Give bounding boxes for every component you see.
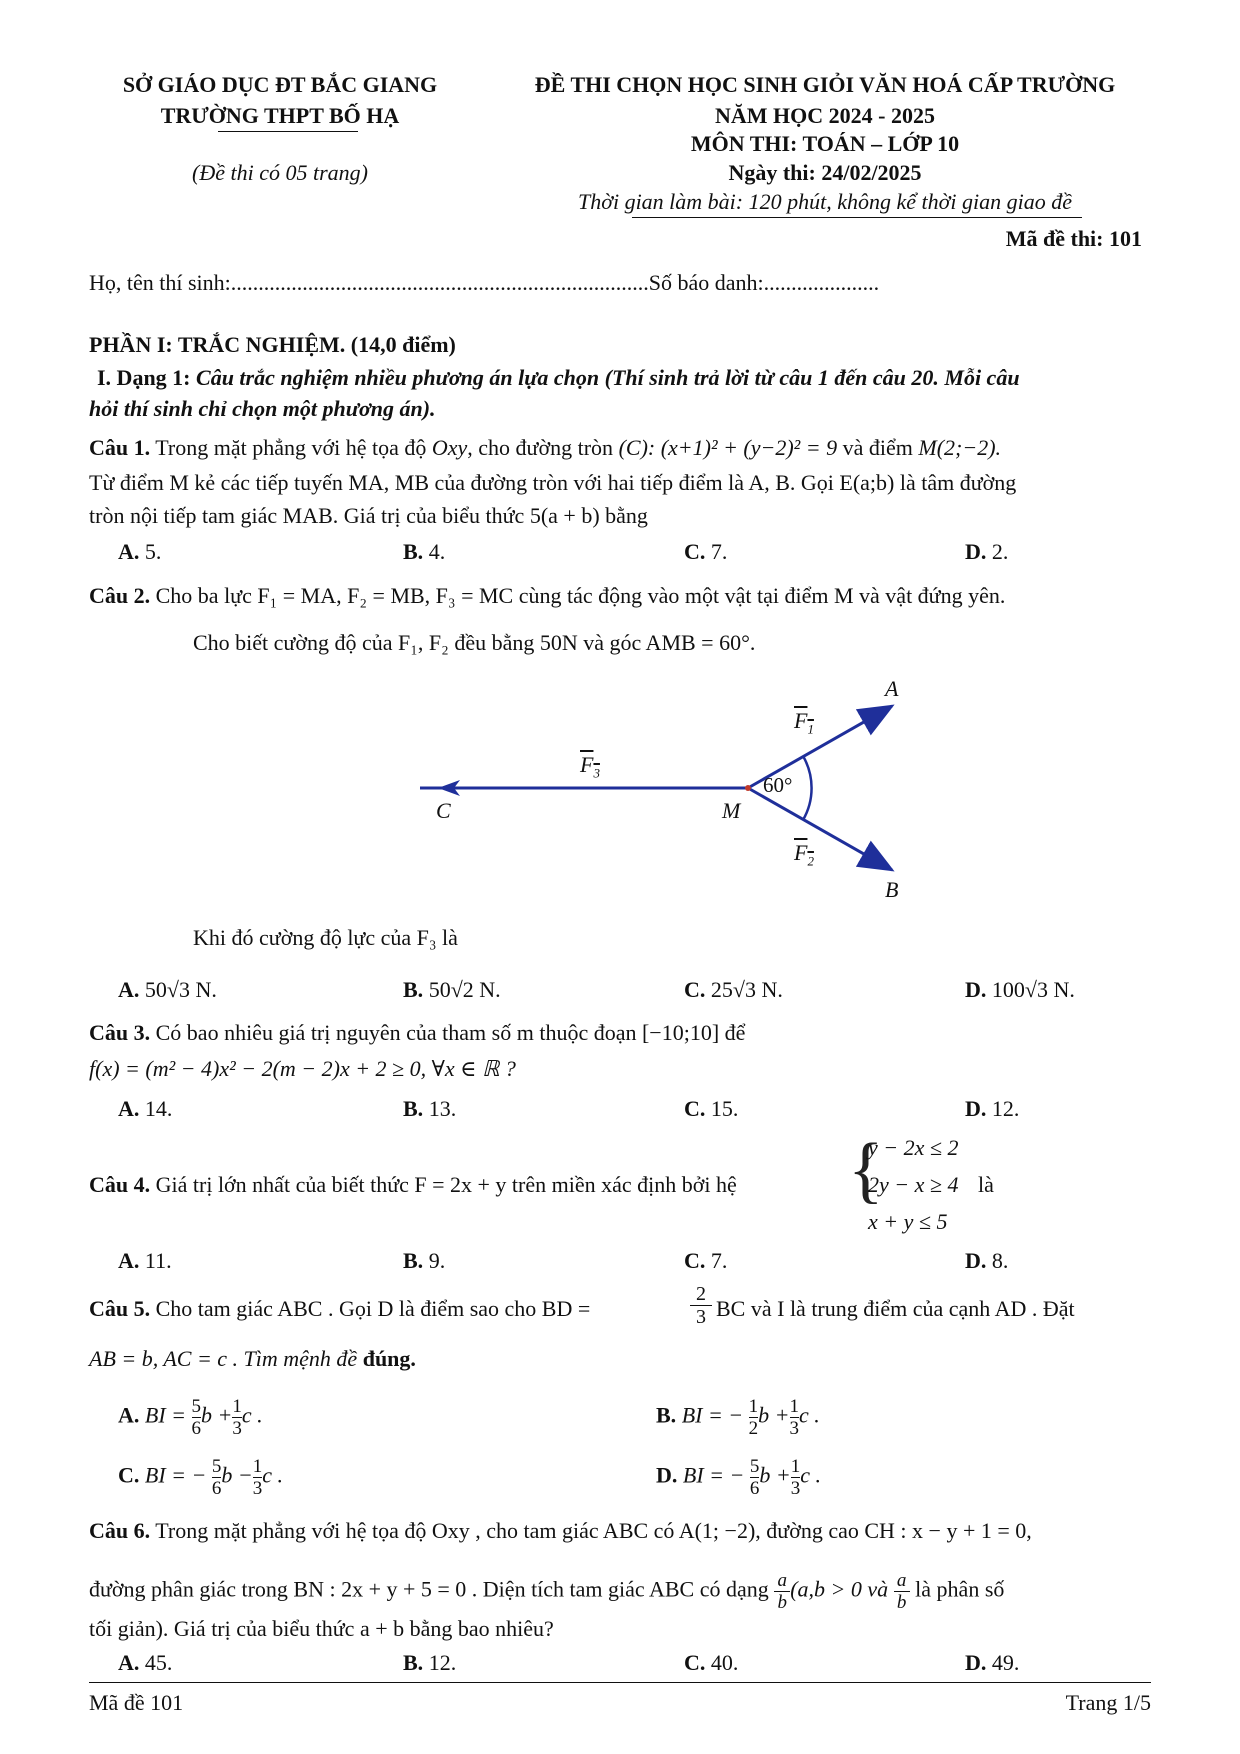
q6-option-a[interactable]: A. 45.: [118, 1650, 173, 1675]
q3-line1: Câu 3. Có bao nhiêu giá trị nguyên của tham số m thuộc đoạn [−10;10] để: [89, 1020, 746, 1045]
q3-option-a[interactable]: A. 14.: [118, 1096, 173, 1121]
mc-arrowhead: [438, 780, 468, 800]
q1-label: Câu 1.: [89, 435, 151, 460]
q5-label: Câu 5.: [89, 1296, 151, 1321]
q3-option-d[interactable]: D. 12.: [965, 1096, 1020, 1121]
school-underline: [218, 131, 358, 132]
q6-line2: đường phân giác trong BN : 2x + y + 5 = 0 . Diện tích tam giác ABC có dạng $\frac{a}{b}$ (a,b > 0 và $\frac{a}{b}$ là phân số: [89, 1570, 1005, 1613]
time-limit: Thời gian làm bài: 120 phút, không kể thời gian giao đề: [577, 189, 1072, 214]
q1-line3: tròn nội tiếp tam giác MAB. Giá trị của biểu thức 5(a + b) bằng: [89, 503, 648, 528]
q6-option-c[interactable]: C. 40.: [684, 1650, 739, 1675]
q2-option-a[interactable]: A. 50√3 N.: [118, 977, 217, 1002]
q1-option-c[interactable]: C. 7.: [684, 539, 728, 564]
school-year: NĂM HỌC 2024 - 2025: [715, 103, 935, 128]
q4-option-d[interactable]: D. 8.: [965, 1248, 1009, 1273]
q5-option-d[interactable]: D. BI = − $\frac{5}{6}$ b + $\frac{1}{3}$ c .: [656, 1456, 821, 1499]
q5-option-a[interactable]: A. BI = $\frac{5}{6}$ b + $\frac{1}{3}$ c .: [118, 1396, 263, 1439]
q2-force-diagram: [420, 670, 940, 920]
dang1-label: I. Dạng 1:: [97, 365, 191, 390]
q2-option-d[interactable]: D. 100√3 N.: [965, 977, 1075, 1002]
q6-option-b[interactable]: B. 12.: [403, 1650, 457, 1675]
q1-circle-eq: (C): (x+1)² + (y−2)² = 9: [618, 435, 838, 460]
label-f1: $F_1$: [794, 708, 814, 737]
q5-frac: 2 3: [690, 1283, 712, 1328]
q1-line1: Câu 1. Trong mặt phẳng với hệ tọa độ Oxy, cho đường tròn (C): (x+1)² + (y−2)² = 9 và điểm M(2;−2).: [89, 435, 1002, 460]
school-name: TRƯỜNG THPT BỐ HẠ: [160, 103, 400, 128]
q6-line3: tối giản). Giá trị của biểu thức a + b bằng bao nhiêu?: [89, 1616, 554, 1641]
q4-brace: {: [848, 1129, 884, 1211]
exam-title: ĐỀ THI CHỌN HỌC SINH GIỎI VĂN HOÁ CẤP TRƯỜNG: [534, 72, 1116, 97]
q2-option-c[interactable]: C. 25√3 N.: [684, 977, 783, 1002]
q4-option-c[interactable]: C. 7.: [684, 1248, 728, 1273]
q2-label: Câu 2.: [89, 583, 151, 608]
q2-line1: Câu 2. Cho ba lực F₁ = MA, F₂ = MB, F₃ = MC cùng tác động vào một vật tại điểm M và vật đứng yên.: [89, 583, 1006, 608]
dang1-text: Câu trắc nghiệm nhiều phương án lựa chọn (Thí sinh trả lời từ câu 1 đến câu 20. Mỗi câu: [190, 365, 1020, 390]
q1-option-a[interactable]: A. 5.: [118, 539, 162, 564]
point-m: [745, 785, 751, 791]
angle-arc: [803, 756, 812, 820]
q6-frac-ab: $\frac{a}{b}$: [774, 1570, 790, 1613]
q6-line1: Câu 6. Trong mặt phẳng với hệ tọa độ Oxy , cho tam giác ABC có A(1; −2), đường cao CH : x − y + 1 = 0,: [89, 1518, 1032, 1543]
q3-option-c[interactable]: C. 15.: [684, 1096, 739, 1121]
q4-sys-1: y − 2x ≤ 2: [868, 1135, 959, 1160]
q6-option-d[interactable]: D. 49.: [965, 1650, 1020, 1675]
q2-option-b[interactable]: B. 50√2 N.: [403, 977, 501, 1002]
page-count-note: (Đề thi có 05 trang): [192, 160, 368, 185]
q5-line1b: BC và I là trung điểm của cạnh AD . Đặt: [716, 1296, 1075, 1321]
q5-option-b[interactable]: B. BI = − $\frac{1}{2}$ b + $\frac{1}{3}$ c .: [656, 1396, 820, 1439]
label-c: C: [436, 798, 451, 823]
dang1-text-2: hỏi thí sinh chỉ chọn một phương án).: [89, 396, 436, 421]
footer-rule: [89, 1682, 1151, 1683]
q4-line1: Câu 4. Giá trị lớn nhất của biết thức F = 2x + y trên miền xác định bởi hệ: [89, 1172, 737, 1197]
dang1-intro: [97, 365, 1020, 391]
school-department: SỞ GIÁO DỤC ĐT BẮC GIANG: [122, 72, 438, 97]
label-b: B: [885, 877, 899, 902]
q3-label: Câu 3.: [89, 1020, 151, 1045]
subject: MÔN THI: TOÁN – LỚP 10: [690, 131, 960, 156]
q4-label: Câu 4.: [89, 1172, 151, 1197]
q3-option-b[interactable]: B. 13.: [403, 1096, 457, 1121]
q2-line2: Cho biết cường độ của F₁, F₂ đều bằng 50N và góc AMB = 60°.: [193, 630, 756, 655]
q5-line1: Câu 5. Cho tam giác ABC . Gọi D là điểm sao cho BD =: [89, 1296, 591, 1321]
q6-label: Câu 6.: [89, 1518, 151, 1543]
q4-tail: là: [978, 1172, 994, 1197]
label-a: A: [885, 676, 899, 701]
q1-line2: Từ điểm M kẻ các tiếp tuyến MA, MB của đường tròn với hai tiếp điểm là A, B. Gọi E(a;b) là tâm đường: [89, 470, 1017, 495]
q5-line2: AB = b, AC = c . Tìm mệnh đề đúng.: [89, 1346, 416, 1371]
candidate-info: Họ, tên thí sinh:............................................................................Số báo danh:.....................: [89, 270, 880, 295]
footer-exam-code: Mã đề 101: [89, 1690, 184, 1715]
q4-option-b[interactable]: B. 9.: [403, 1248, 446, 1273]
label-f2: $F_2$: [794, 840, 814, 869]
label-m: M: [722, 798, 741, 823]
section-title: PHẦN I: TRẮC NGHIỆM. (14,0 điểm): [89, 332, 456, 357]
q2-line3: Khi đó cường độ lực của F₃ là: [193, 925, 458, 950]
q4-sys-3: x + y ≤ 5: [868, 1209, 948, 1234]
exam-date: Ngày thi: 24/02/2025: [728, 160, 922, 185]
header-underline: [632, 217, 1082, 218]
label-f3: $F_3$: [580, 752, 600, 781]
footer-page-number: Trang 1/5: [1065, 1690, 1151, 1715]
exam-code: Mã đề thi: 101: [1005, 226, 1142, 251]
label-angle: 60°: [763, 773, 793, 797]
vector-mb: [748, 788, 892, 870]
q6-frac-ab-2: $\frac{a}{b}$: [894, 1570, 910, 1613]
q4-option-a[interactable]: A. 11.: [118, 1248, 172, 1273]
q5-option-c[interactable]: C. BI = − $\frac{5}{6}$ b − $\frac{1}{3}$ c .: [118, 1456, 283, 1499]
q1-option-b[interactable]: B. 4.: [403, 539, 446, 564]
q1-option-d[interactable]: D. 2.: [965, 539, 1009, 564]
q4-sys-2: 2y − x ≥ 4: [868, 1172, 959, 1197]
q3-line2: f(x) = (m² − 4)x² − 2(m − 2)x + 2 ≥ 0, ∀x ∈ ℝ ?: [89, 1056, 516, 1081]
